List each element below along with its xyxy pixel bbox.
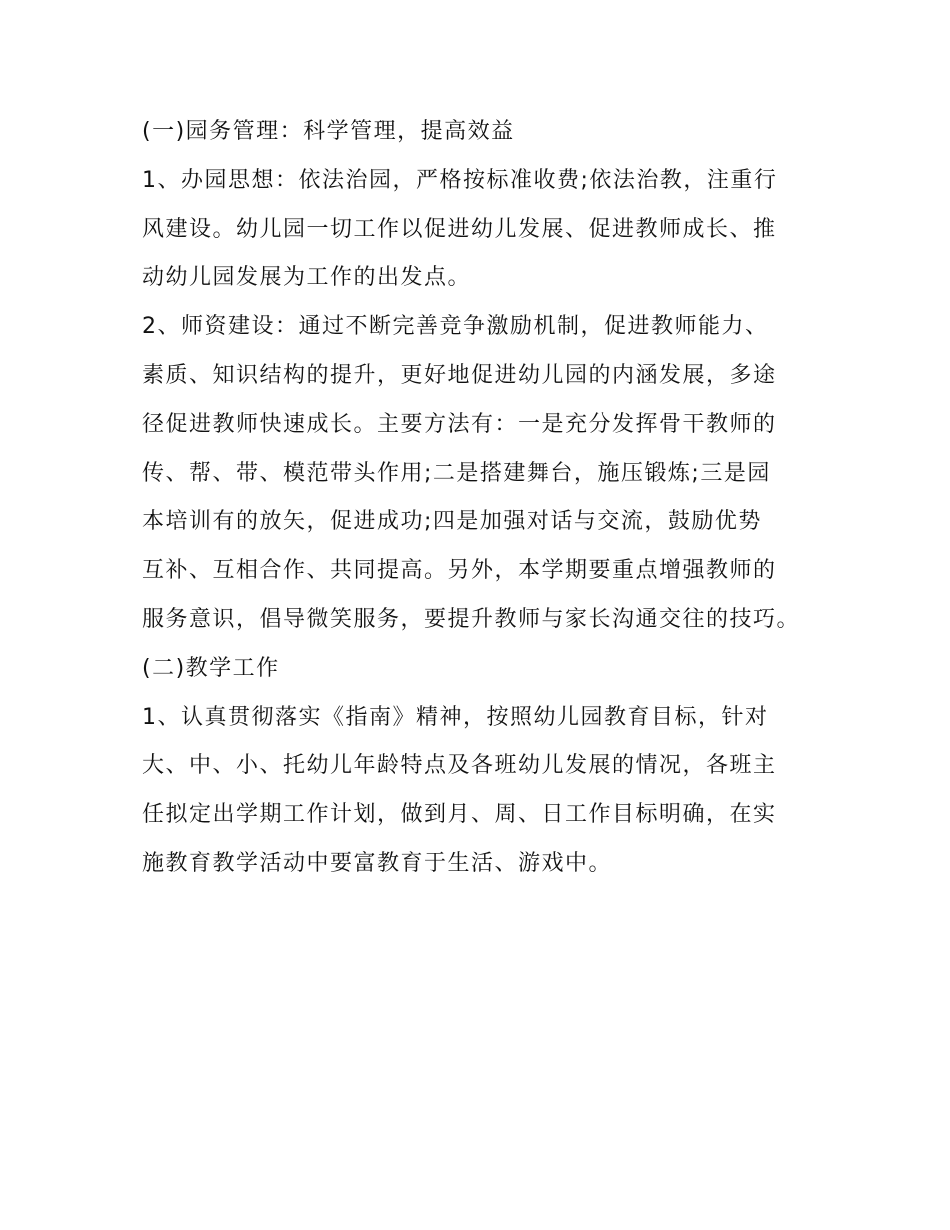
paragraph-line: 施教育教学活动中要富教育于生活、游戏中。 bbox=[142, 850, 613, 876]
paragraph-line: 大、中、小、托幼儿年龄特点及各班幼儿发展的情况，各班主 bbox=[142, 753, 777, 779]
paragraph-line: 2、师资建设：通过不断完善竞争激励机制，促进教师能力、 bbox=[142, 314, 769, 340]
paragraph-line: 1、办园思想：依法治园，严格按标准收费;依法治教，注重行 bbox=[142, 167, 778, 193]
paragraph-line: 径促进教师快速成长。主要方法有：一是充分发挥骨干教师的 bbox=[142, 411, 777, 437]
paragraph-line: 本培训有的放矢，促进成功;四是加强对话与交流，鼓励优势 bbox=[142, 509, 762, 535]
paragraph-line: 素质、知识结构的提升，更好地促进幼儿园的内涵发展，多途 bbox=[142, 362, 777, 388]
paragraph-line: 服务意识，倡导微笑服务，要提升教师与家长沟通交往的技巧。 bbox=[142, 606, 801, 632]
paragraph-line: 互补、互相合作、共同提高。另外，本学期要重点增强教师的 bbox=[142, 558, 777, 584]
paragraph-line: 风建设。幼儿园一切工作以促进幼儿发展、促进教师成长、推 bbox=[142, 216, 777, 242]
paragraph-line: 任拟定出学期工作计划，做到月、周、日工作目标明确，在实 bbox=[142, 802, 777, 828]
document-body bbox=[142, 108, 842, 889]
paragraph-line: 动幼儿园发展为工作的出发点。 bbox=[142, 265, 472, 291]
paragraph-line: 传、帮、带、模范带头作用;二是搭建舞台，施压锻炼;三是园 bbox=[142, 460, 771, 486]
section-heading-garden-management: (一)园务管理：科学管理，提高效益 bbox=[142, 119, 515, 144]
paragraph-line: 1、认真贯彻落实《指南》精神，按照幼儿园教育目标，针对 bbox=[142, 704, 769, 730]
section-heading-teaching-work: (二)教学工作 bbox=[142, 655, 280, 681]
